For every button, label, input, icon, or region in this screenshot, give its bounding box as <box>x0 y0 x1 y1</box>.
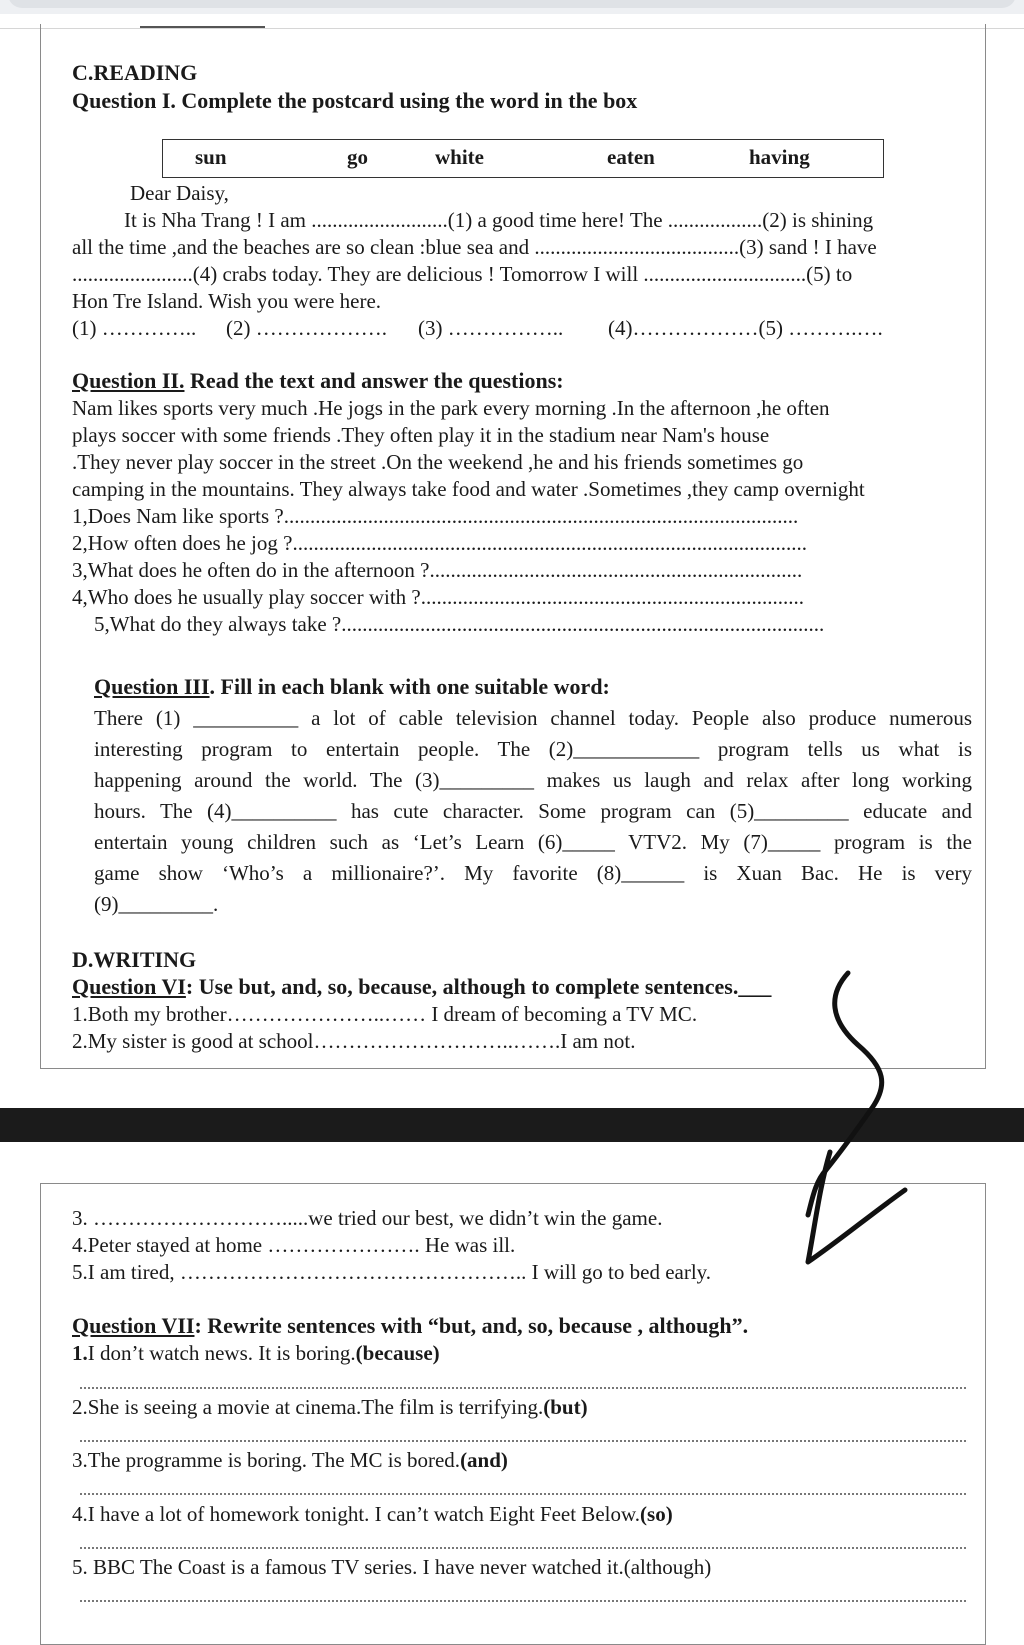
section-d-title: D.WRITING <box>72 947 197 972</box>
q7-item-2-text: She is seeing a movie at cinema.The film is terrifying. <box>87 1395 544 1419</box>
q2-question-2: 2,How often does he jog ?.................................................................................................. <box>72 531 807 555</box>
q7-item-1-text: I don’t watch news. It is boring. <box>87 1341 356 1365</box>
postcard-line-1: It is Nha Trang ! I am ..........................(1) a good time here! The ..................(2) is shining <box>124 208 874 232</box>
q7-item-5-num: 5. <box>72 1555 88 1579</box>
q2-label: Question II. <box>72 368 185 393</box>
answer-slot-1: (1) ………….. <box>72 316 197 340</box>
q3-label: Question III <box>94 674 210 699</box>
q2-question-1: 1,Does Nam like sports ?.................................................................................................. <box>72 504 799 528</box>
q2-passage-line-3: .They never play soccer in the street .On the weekend ,he and his friends sometimes go <box>72 450 804 474</box>
q7-item-4-text: I have a lot of homework tonight. I can’t watch Eight Feet Below. <box>87 1502 641 1526</box>
answer-slot-3: (3) …………….. <box>418 316 564 340</box>
q1-title: Question I. Complete the postcard using the word in the box <box>72 88 638 113</box>
q6-item-2: 2.My sister is good at school………………………..…….I am not. <box>72 1029 636 1053</box>
q7-item-4-num: 4. <box>72 1502 88 1526</box>
postcard-line-4: Hon Tre Island. Wish you were here. <box>72 289 382 313</box>
q7-item-3-hint: (and) <box>460 1448 508 1472</box>
arrow-head <box>808 1152 905 1262</box>
q3-line-7: (9)_________. <box>94 892 219 916</box>
q7-item-3-text: The programme is boring. The MC is bored. <box>87 1448 461 1472</box>
q3-line-5: entertain young children such as ‘Let’s Learn (6)_____ VTV2. My (7)_____ program is the <box>94 830 972 854</box>
word-1: sun <box>195 145 227 169</box>
word-3: white <box>435 145 484 169</box>
q3-title-rest: . Fill in each blank with one suitable word: <box>209 674 610 699</box>
q2-question-3: 3,What does he often do in the afternoon ?....................................................................... <box>72 558 803 582</box>
q7-item-1-hint: (because) <box>355 1341 440 1365</box>
postcard-line-3: .......................(4) crabs today. They are delicious ! Tomorrow I will ...............................(5) to <box>72 262 853 286</box>
word-4: eaten <box>607 145 655 169</box>
q7-label: Question VII <box>72 1313 195 1338</box>
q3-line-6: game show ‘Who’s a millionaire?’. My favorite (8)______ is Xuan Bac. He is very <box>94 861 972 885</box>
postcard-greeting: Dear Daisy, <box>130 181 229 205</box>
q7-item-2-num: 2. <box>72 1395 88 1419</box>
q3-line-1: There (1) __________ a lot of cable television channel today. People also produce numerous <box>94 706 972 730</box>
q2-question-5: 5,What do they always take ?............................................................................................ <box>94 612 825 636</box>
q3-line-3: happening around the world. The (3)_________ makes us laugh and relax after long working <box>94 768 972 792</box>
q2-question-4: 4,Who does he usually play soccer with ?......................................................................... <box>72 585 804 609</box>
q7-item-2-hint: (but) <box>543 1395 588 1419</box>
q7-item-5-text: BBC The Coast is a famous TV series. I have never watched it.(although) <box>87 1555 712 1579</box>
q6-item-4: 4.Peter stayed at home …………………. He was ill. <box>72 1233 516 1257</box>
q7-item-1-num: 1. <box>72 1341 88 1365</box>
q2-passage-line-2: plays soccer with some friends .They often play it in the stadium near Nam's house <box>72 423 770 447</box>
postcard-line-2: all the time ,and the beaches are so clean :blue sea and .......................................(3) sand ! I have <box>72 235 877 259</box>
arrow-curve <box>808 973 882 1215</box>
word-5: having <box>749 145 810 169</box>
word-2: go <box>347 145 368 169</box>
answer-slot-4-5: (4)………………(5) ……….…. <box>608 316 883 340</box>
q6-title-rest: : Use but, and, so, because, although to complete sentences.___ <box>185 974 772 999</box>
q7-item-3-num: 3. <box>72 1448 88 1472</box>
q6-item-5: 5.I am tired, ………………………………………….. I will go to bed early. <box>72 1260 712 1284</box>
section-c-title: C.READING <box>72 60 198 85</box>
q6-label: Question VI <box>72 974 186 999</box>
q7-item-4-hint: (so) <box>640 1502 673 1526</box>
q3-line-2: interesting program to entertain people. The (2)____________ program tells us what is <box>94 737 972 761</box>
q3-line-4: hours. The (4)__________ has cute character. Some program can (5)_________ educate and <box>94 799 972 823</box>
q7-title-rest: : Rewrite sentences with “but, and, so, because , although”. <box>194 1313 749 1338</box>
answer-slot-2: (2) ………………. <box>226 316 387 340</box>
q6-item-1: 1.Both my brother…………………..…… I dream of becoming a TV MC. <box>72 1002 698 1026</box>
q6-item-3: 3. ……………………….....we tried our best, we didn’t win the game. <box>72 1206 663 1230</box>
q2-passage-line-1: Nam likes sports very much .He jogs in the park every morning .In the afternoon ,he often <box>72 396 830 420</box>
q2-passage-line-4: camping in the mountains. They always take food and water .Sometimes ,they camp overnight <box>72 477 865 501</box>
q2-title-rest: Read the text and answer the questions: <box>184 368 564 393</box>
